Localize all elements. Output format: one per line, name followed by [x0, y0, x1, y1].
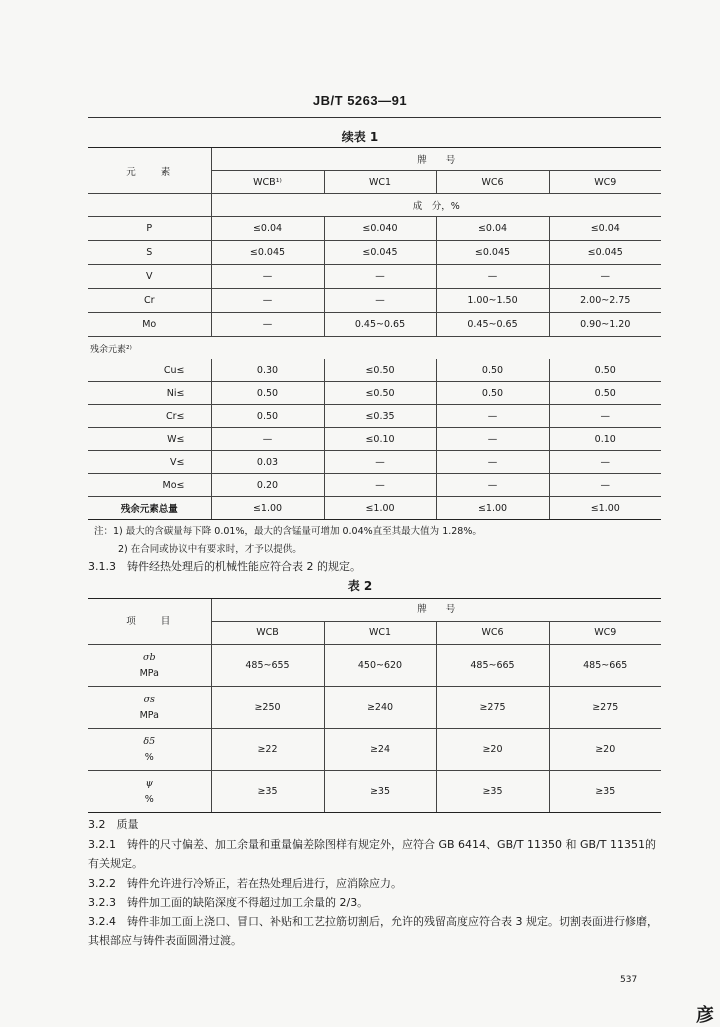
table1-cell: —	[211, 313, 324, 337]
row-label: Ni≤	[88, 382, 211, 405]
table-row	[88, 474, 661, 497]
table2-cell: ≥35	[211, 771, 324, 813]
clause-3-1-3: 3.1.3 铸件经热处理后的机械性能应符合表 2 的规定。	[88, 560, 361, 573]
row-label: Mo	[88, 313, 211, 337]
table-row	[88, 359, 661, 382]
table1-cell: —	[549, 451, 661, 474]
row-label: Cu≤	[88, 359, 211, 382]
table1-cell: 0.90~1.20	[549, 313, 661, 337]
clause-3-2-1: 3.2.1 铸件的尺寸偏差、加工余量和重量偏差除图样有规定外，应符合 GB 6414、GB/T 11350 和 GB/T 11351的有关规定。	[88, 838, 657, 870]
table-row	[88, 265, 661, 289]
table1-grade-wc1: WC1	[324, 171, 436, 194]
table-row	[88, 428, 661, 451]
table1	[88, 147, 661, 520]
table1-cell: —	[549, 405, 661, 428]
table1-residual-header: 残余元素²⁾	[90, 344, 132, 355]
table2-grade-wcb: WCB	[211, 622, 324, 645]
table1-cell: ≤1.00	[549, 497, 661, 520]
table-row	[88, 729, 661, 771]
table1-cell: —	[549, 474, 661, 497]
table2-cell: ≥20	[436, 729, 549, 771]
table2-cell: ≥35	[549, 771, 661, 813]
table1-cell: —	[324, 474, 436, 497]
table2-cell: 450~620	[324, 645, 436, 687]
table2-cell: ≥240	[324, 687, 436, 729]
table2-caption: 表 2	[347, 579, 373, 593]
section-3-2-title: 3.2 质量	[88, 818, 139, 831]
table1-cell: 0.10	[549, 428, 661, 451]
table1-cell: —	[324, 289, 436, 313]
header-rule	[88, 117, 661, 118]
table2-cell: 485~655	[211, 645, 324, 687]
table1-cell: ≤0.045	[436, 241, 549, 265]
table-row	[88, 313, 661, 337]
table2-grade-wc9: WC9	[549, 622, 661, 645]
table1-cell: ≤1.00	[211, 497, 324, 520]
table2-grade-header: 牌 号	[211, 599, 661, 622]
table1-cell: 0.50	[549, 359, 661, 382]
property-label	[88, 729, 211, 771]
table1-cell: 0.30	[211, 359, 324, 382]
table1-cell: ≤0.045	[549, 241, 661, 265]
table2-item-header: 项 目	[88, 599, 211, 645]
table2	[88, 598, 661, 813]
table1-cell: —	[324, 265, 436, 289]
clause-3-2-2: 3.2.2 铸件允许进行冷矫正，若在热处理后进行，应消除应力。	[88, 877, 402, 890]
table2-grade-wc6: WC6	[436, 622, 549, 645]
table1-composition-header: 成 分，%	[211, 194, 661, 217]
table1-grade-wc9: WC9	[549, 171, 661, 194]
table1-cell: ≤0.35	[324, 405, 436, 428]
table2-cell: ≥275	[436, 687, 549, 729]
row-label: V≤	[88, 451, 211, 474]
table1-cell: 1.00~1.50	[436, 289, 549, 313]
row-label: Cr	[88, 289, 211, 313]
table1-cell: 0.50	[436, 382, 549, 405]
table1-grade-wcb: WCB¹⁾	[211, 171, 324, 194]
table-row	[88, 382, 661, 405]
table1-cell: —	[211, 428, 324, 451]
table1-cell: ≤1.00	[436, 497, 549, 520]
property-unit: MPa	[139, 667, 159, 679]
table2-cell: ≥250	[211, 687, 324, 729]
table1-cell: ≤0.045	[211, 241, 324, 265]
property-label	[88, 687, 211, 729]
table1-cell: —	[324, 451, 436, 474]
property-symbol: σb	[142, 651, 156, 663]
table1-cell: —	[436, 451, 549, 474]
table1-cell: ≤0.040	[324, 217, 436, 241]
table1-cell: —	[436, 428, 549, 451]
table2-cell: ≥35	[436, 771, 549, 813]
table1-cell: 0.45~0.65	[436, 313, 549, 337]
table1-cell: —	[211, 289, 324, 313]
table1-cell: —	[211, 265, 324, 289]
table1-cell: —	[436, 474, 549, 497]
clause-3-2-4: 3.2.4 铸件非加工面上浇口、冒口、补贴和工艺拉筋切割后，允许的残留高度应符合表 3 规定。切割表面进行修磨，其根部应与铸件表面圆滑过渡。	[88, 915, 658, 947]
table-row	[88, 241, 661, 265]
corner-mark: 彦	[696, 1005, 714, 1026]
page-number: 537	[620, 975, 638, 985]
property-unit: MPa	[139, 709, 159, 721]
table1-cell: ≤1.00	[324, 497, 436, 520]
table-row	[88, 405, 661, 428]
table-row	[88, 645, 661, 687]
property-symbol: ψ	[145, 777, 153, 789]
standard-header: JB/T 5263—91	[312, 93, 408, 108]
table2-grade-wc1: WC1	[324, 622, 436, 645]
row-label: V	[88, 265, 211, 289]
table1-cell: 0.50	[549, 382, 661, 405]
property-unit: %	[144, 793, 154, 805]
table1-cell: ≤0.50	[324, 382, 436, 405]
table1-cell: ≤0.04	[549, 217, 661, 241]
table2-cell: ≥20	[549, 729, 661, 771]
property-label	[88, 771, 211, 813]
table1-element-header: 元 素	[88, 148, 211, 194]
table2-cell: ≥35	[324, 771, 436, 813]
table1-total-label: 残余元素总量	[88, 497, 211, 520]
table1-cell: 0.20	[211, 474, 324, 497]
table1-cell: —	[436, 265, 549, 289]
table1-cell: 0.50	[436, 359, 549, 382]
row-label: W≤	[88, 428, 211, 451]
table1-cell: —	[549, 265, 661, 289]
table1-grade-header: 牌 号	[211, 148, 661, 171]
clause-3-2-3: 3.2.3 铸件加工面的缺陷深度不得超过加工余量的 2/3。	[88, 896, 369, 909]
row-label: P	[88, 217, 211, 241]
table2-cell: 485~665	[436, 645, 549, 687]
property-unit: %	[144, 751, 154, 763]
table1-cell: 0.03	[211, 451, 324, 474]
table1-cell: 0.50	[211, 405, 324, 428]
table-row	[88, 451, 661, 474]
row-label: Cr≤	[88, 405, 211, 428]
table1-cell: ≤0.10	[324, 428, 436, 451]
table1-cell: ≤0.50	[324, 359, 436, 382]
table2-cell: ≥24	[324, 729, 436, 771]
table1-grade-wc6: WC6	[436, 171, 549, 194]
table1-cell: ≤0.04	[211, 217, 324, 241]
property-label	[88, 645, 211, 687]
table1-cell: 2.00~2.75	[549, 289, 661, 313]
table-row	[88, 771, 661, 813]
table1-cell: —	[436, 405, 549, 428]
table1-cell: ≤0.04	[436, 217, 549, 241]
table1-cell: 0.45~0.65	[324, 313, 436, 337]
table-row	[88, 217, 661, 241]
table1-cell: ≤0.045	[324, 241, 436, 265]
table2-cell: ≥275	[549, 687, 661, 729]
table-row	[88, 289, 661, 313]
property-symbol: δ5	[143, 735, 156, 747]
table2-cell: 485~665	[549, 645, 661, 687]
table2-cell: ≥22	[211, 729, 324, 771]
table1-note-1: 注：1) 最大的含碳量每下降 0.01%，最大的含锰量可增加 0.04%直至其最大值为 1.28%。	[94, 526, 482, 537]
table1-note-2: 2) 在合同或协议中有要求时，才予以提供。	[118, 544, 302, 555]
table1-caption: 续表 1	[341, 130, 379, 144]
row-label: S	[88, 241, 211, 265]
table-row	[88, 687, 661, 729]
row-label: Mo≤	[88, 474, 211, 497]
table1-cell: 0.50	[211, 382, 324, 405]
property-symbol: σs	[143, 693, 155, 705]
